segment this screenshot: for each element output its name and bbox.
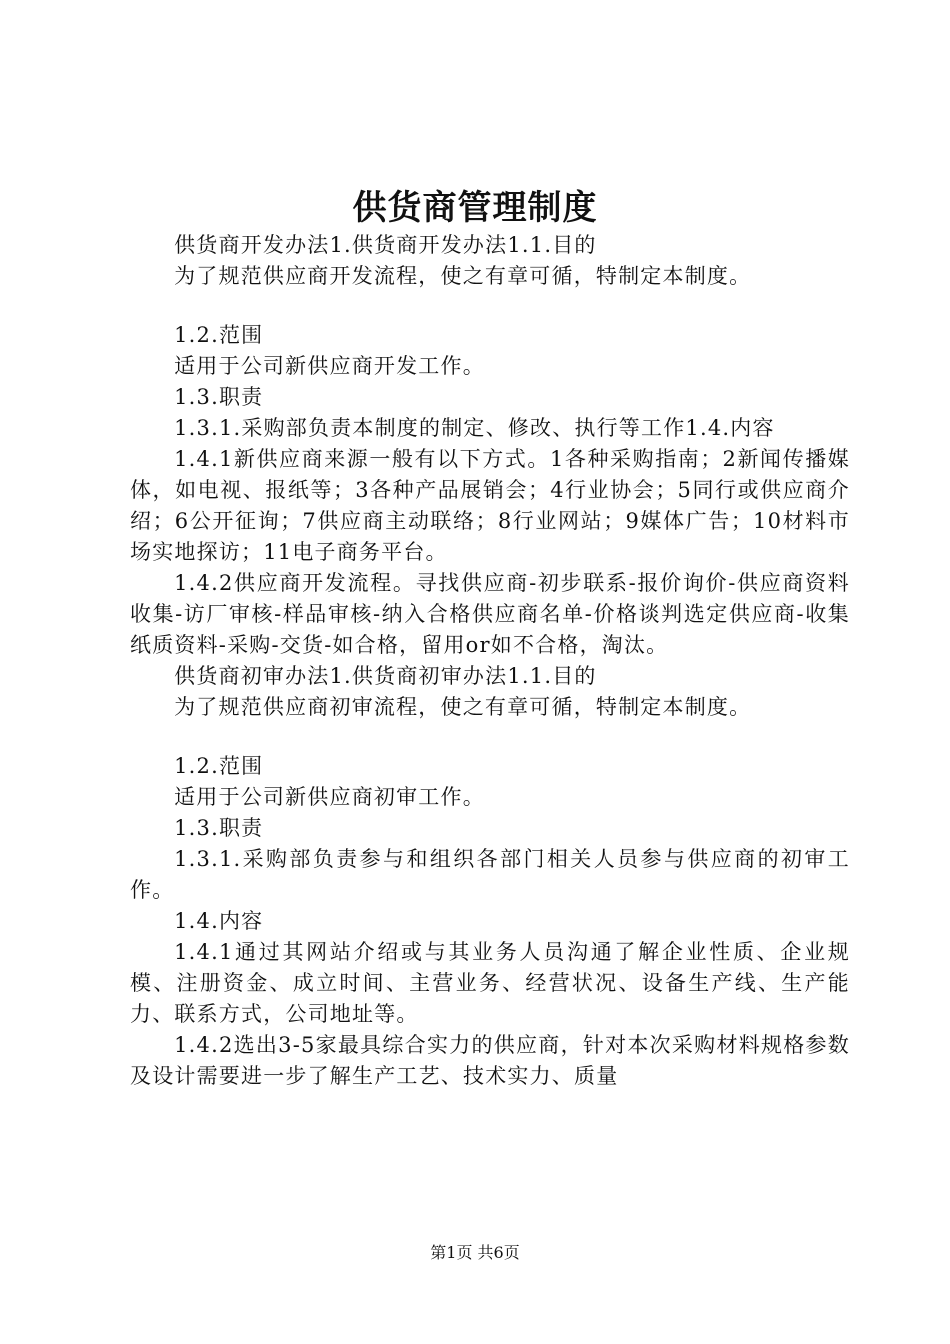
document-title: 供货商管理制度	[352, 188, 598, 228]
paragraph-dev-process: 1.4.2供应商开发流程。寻找供应商-初步联系-报价询价-供应商资料收集-访厂审核-样品审核-纳入合格供应商名单-价格谈判选定供应商-收集纸质资料-采购-交货-如合格，留用or如不合格，淘汰。	[130, 571, 850, 657]
paragraph-review-selection: 1.4.2选出3-5家最具综合实力的供应商，针对本次采购材料规格参数及设计需要进一步了解生产工艺、技术实力、质量	[130, 1033, 850, 1088]
paragraph-review-duty: 1.3.1.采购部负责参与和组织各部门相关人员参与供应商的初审工作。	[130, 847, 850, 902]
paragraph-dev-heading: 供货商开发办法1.供货商开发办法1.1.目的	[174, 233, 597, 257]
paragraph-review-info: 1.4.1通过其网站介绍或与其业务人员沟通了解企业性质、企业规模、注册资金、成立时间、主营业务、经营状况、设备生产线、生产能力、联系方式，公司地址等。	[130, 940, 850, 1026]
paragraph-review-duty-heading: 1.3.职责	[174, 816, 264, 840]
paragraph-dev-duty: 1.3.1.采购部负责本制度的制定、修改、执行等工作1.4.内容	[174, 416, 775, 440]
paragraph-review-purpose: 为了规范供应商初审流程，使之有章可循，特制定本制度。	[174, 695, 752, 719]
paragraph-review-content-heading: 1.4.内容	[174, 909, 264, 933]
paragraph-dev-scope: 适用于公司新供应商开发工作。	[174, 354, 485, 378]
paragraph-dev-duty-heading: 1.3.职责	[174, 385, 264, 409]
paragraph-dev-purpose: 为了规范供应商开发流程，使之有章可循，特制定本制度。	[174, 264, 752, 288]
paragraph-dev-scope-heading: 1.2.范围	[174, 323, 264, 347]
paragraph-dev-sources: 1.4.1新供应商来源一般有以下方式。1各种采购指南；2新闻传播媒体，如电视、报纸等；3各种产品展销会；4行业协会；5同行或供应商介绍；6公开征询；7供应商主动联络；8行业网站；9媒体广告；10材料市场实地探访；11电子商务平台。	[130, 447, 850, 564]
paragraph-review-scope: 适用于公司新供应商初审工作。	[174, 785, 485, 809]
paragraph-gap	[130, 723, 850, 751]
paragraph-review-scope-heading: 1.2.范围	[174, 754, 264, 778]
page-number-footer: 第1页 共6页	[430, 1243, 520, 1262]
paragraph-gap	[130, 292, 850, 320]
document-body	[130, 230, 850, 1092]
paragraph-review-heading: 供货商初审办法1.供货商初审办法1.1.目的	[174, 664, 597, 688]
